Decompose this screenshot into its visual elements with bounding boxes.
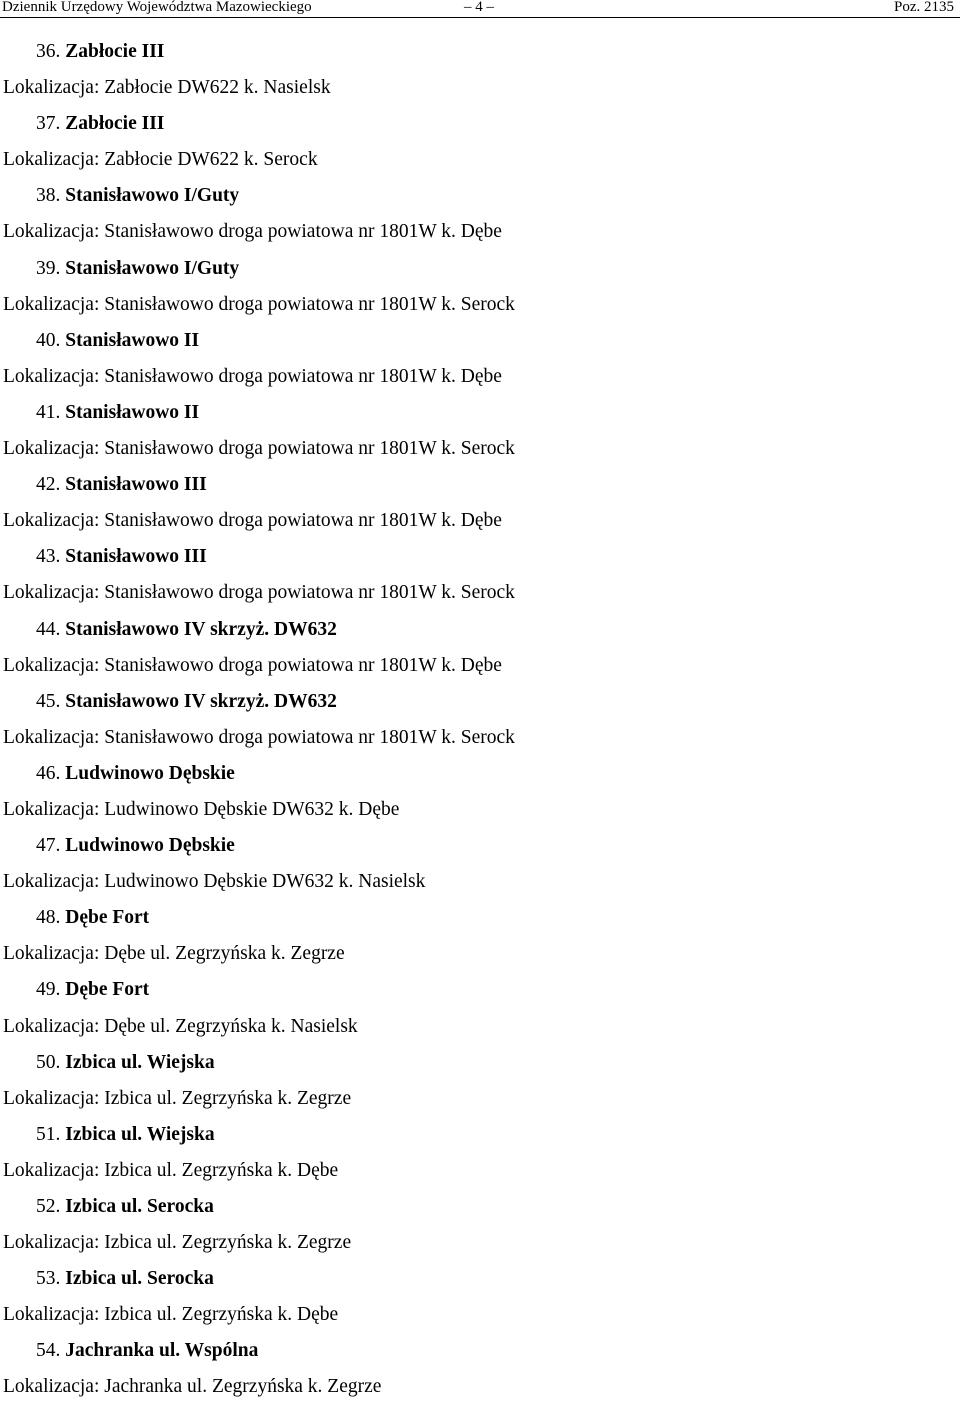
entry-location: Lokalizacja: Stanisławowo droga powiatowa nr 1801W k. Serock: [3, 293, 515, 315]
position-number: Poz. 2135: [894, 0, 954, 15]
page-number: – 4 –: [464, 0, 494, 15]
entry-number: 49.: [36, 979, 61, 1001]
entry-title: [0, 684, 960, 720]
journal-title: Dziennik Urzędowy Województwa Mazowieckiego: [2, 0, 312, 15]
entry-title: [0, 1045, 960, 1081]
entry-title: [0, 1189, 960, 1225]
list-item: [0, 1045, 960, 1117]
entry-number: 48.: [36, 907, 61, 929]
entry-title: [0, 1117, 960, 1153]
list-item: [0, 756, 960, 828]
list-item: [0, 612, 960, 684]
entry-name: Izbica ul. Wiejska: [65, 1051, 215, 1073]
entry-location: Lokalizacja: Izbica ul. Zegrzyńska k. Zegrze: [3, 1087, 352, 1109]
entry-title: [0, 756, 960, 792]
entry-title: [0, 612, 960, 648]
list-item: [0, 828, 960, 900]
entry-name: Izbica ul. Serocka: [65, 1196, 214, 1217]
entry-name: Stanisławowo III: [65, 474, 207, 496]
entry-name: Jachranka ul. Wspólna: [65, 1340, 259, 1362]
entry-number: 51.: [36, 1123, 61, 1145]
entry-location: Lokalizacja: Jachranka ul. Zegrzyńska k. Zegrze: [3, 1376, 382, 1398]
entry-number: 53.: [36, 1268, 61, 1290]
list-item: [0, 684, 960, 756]
entry-location: Lokalizacja: Zabłocie DW622 k. Nasielsk: [3, 77, 331, 99]
entry-number: 45.: [36, 690, 61, 712]
entry-number: 44.: [36, 618, 61, 640]
entry-name: Stanisławowo II: [65, 401, 200, 423]
entry-title: [0, 251, 960, 287]
entry-name: Dębe Fort: [65, 979, 150, 1001]
entry-number: 46.: [36, 762, 61, 784]
entry-location: Lokalizacja: Ludwinowo Dębskie DW632 k. Nasielsk: [3, 871, 426, 893]
list-item: [0, 1333, 960, 1405]
list-item: [0, 1261, 960, 1333]
entry-location: Lokalizacja: Ludwinowo Dębskie DW632 k. Dębe: [3, 798, 400, 820]
entry-number: 41.: [36, 401, 61, 423]
entry-number: 54.: [36, 1340, 61, 1362]
entry-title: [0, 178, 960, 214]
list-item: [0, 251, 960, 323]
entry-name: Stanisławowo III: [65, 546, 207, 568]
entry-location: Lokalizacja: Stanisławowo droga powiatowa nr 1801W k. Serock: [3, 438, 515, 460]
entry-title: [0, 828, 960, 864]
list-item: [0, 900, 960, 972]
entry-title: [0, 539, 960, 575]
entry-name: Dębe Fort: [65, 907, 150, 929]
list-item: [0, 178, 960, 250]
entry-number: 39.: [36, 257, 61, 279]
entry-name: Ludwinowo Dębskie: [65, 835, 235, 857]
entry-name: Stanisławowo I/Guty: [65, 185, 240, 207]
entry-location: Lokalizacja: Stanisławowo droga powiatowa nr 1801W k. Serock: [3, 726, 515, 748]
list-item: [0, 323, 960, 395]
entry-number: 40.: [36, 329, 61, 351]
entry-name: Ludwinowo Dębskie: [65, 762, 235, 784]
entry-title: [0, 900, 960, 936]
entry-name: Izbica ul. Serocka: [65, 1268, 214, 1290]
entry-location: Lokalizacja: Stanisławowo droga powiatowa nr 1801W k. Dębe: [3, 510, 502, 532]
entry-title: [0, 1333, 960, 1369]
entry-name: Stanisławowo II: [65, 329, 200, 351]
entry-location: Lokalizacja: Stanisławowo droga powiatowa nr 1801W k. Dębe: [3, 365, 502, 387]
entry-number: 36.: [36, 41, 61, 62]
entry-title: [0, 972, 960, 1008]
entry-location: Lokalizacja: Stanisławowo droga powiatowa nr 1801W k. Serock: [3, 582, 515, 604]
entry-name: Zabłocie III: [65, 113, 165, 135]
entry-location: Lokalizacja: Izbica ul. Zegrzyńska k. Dębe: [3, 1159, 339, 1181]
entry-location: Lokalizacja: Dębe ul. Zegrzyńska k. Nasielsk: [3, 1015, 358, 1037]
entry-location: Lokalizacja: Zabłocie DW622 k. Serock: [3, 149, 318, 171]
entry-location: Lokalizacja: Izbica ul. Zegrzyńska k. Dębe: [3, 1304, 339, 1326]
entry-location: Lokalizacja: Stanisławowo droga powiatowa nr 1801W k. Dębe: [3, 221, 502, 243]
entry-title: [0, 34, 960, 70]
entry-name: Stanisławowo I/Guty: [65, 257, 240, 279]
page-header: [0, 0, 960, 18]
entry-title: [0, 395, 960, 431]
entry-location: Lokalizacja: Izbica ul. Zegrzyńska k. Zegrze: [3, 1232, 352, 1254]
entry-number: 52.: [36, 1196, 61, 1217]
entry-name: Izbica ul. Wiejska: [65, 1123, 215, 1145]
entry-name: Zabłocie III: [65, 41, 165, 62]
entry-title: [0, 323, 960, 359]
entry-title: [0, 106, 960, 142]
list-item: [0, 1117, 960, 1189]
entry-location: Lokalizacja: Stanisławowo droga powiatowa nr 1801W k. Dębe: [3, 654, 502, 676]
list-item: [0, 106, 960, 178]
entry-location: Lokalizacja: Dębe ul. Zegrzyńska k. Zegrze: [3, 943, 345, 965]
entry-list: [0, 34, 960, 1406]
entry-number: 42.: [36, 474, 61, 496]
entry-number: 43.: [36, 546, 61, 568]
entry-number: 37.: [36, 113, 61, 135]
list-item: [0, 539, 960, 611]
list-item: [0, 1189, 960, 1261]
entry-title: [0, 467, 960, 503]
entry-title: [0, 1261, 960, 1297]
entry-name: Stanisławowo IV skrzyż. DW632: [65, 618, 337, 640]
list-item: [0, 395, 960, 467]
entry-number: 47.: [36, 835, 61, 857]
entry-number: 38.: [36, 185, 61, 207]
entry-number: 50.: [36, 1051, 61, 1073]
entry-name: Stanisławowo IV skrzyż. DW632: [65, 690, 337, 712]
list-item: [0, 34, 960, 106]
list-item: [0, 467, 960, 539]
list-item: [0, 972, 960, 1044]
